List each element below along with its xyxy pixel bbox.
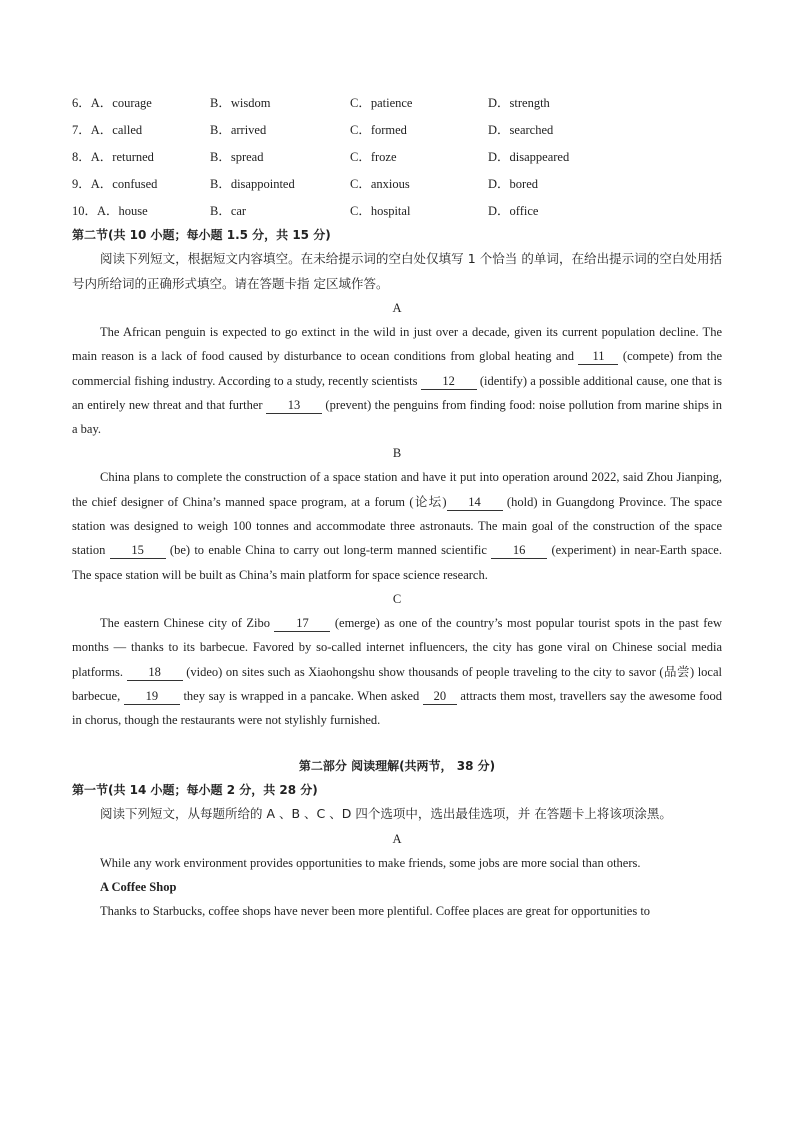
option-b: B．car	[210, 203, 247, 218]
option-row	[72, 115, 722, 142]
passage-text: (identify) a possible additional cause, one that is an entirely new threat and that further	[72, 373, 722, 412]
passage-text: (be) to enable China to carry out long-term manned scientific	[165, 543, 492, 558]
passage-label: B	[392, 446, 402, 461]
option-c: C．formed	[350, 122, 407, 137]
option-a: 10．A．house	[72, 203, 148, 218]
options-list	[72, 88, 722, 223]
passage-c	[72, 611, 722, 732]
option-a: 7．A．called	[72, 122, 143, 137]
passage-text: The African penguin is expected to go extinct in the wild in just over a decade, given its current population decline. The main reason is a lack of food caused by disturbance to ocean conditions from global heating and	[72, 325, 722, 364]
option-a: 8．A．returned	[72, 149, 154, 164]
option-c: C．froze	[350, 149, 397, 164]
blank-12: 12	[421, 374, 477, 390]
option-d: D．bored	[488, 176, 538, 191]
passage-text: (compete) from the commercial fishing industry. According to a study, recently scientists	[72, 349, 723, 388]
option-row	[72, 88, 722, 115]
passage-text: (emerge) as one of the country’s most popular tourist spots in the past few months — thanks to its barbecue. Favored by so-called internet influencers, the city has gone viral on Chinese social media platforms.	[72, 615, 722, 679]
exam-page	[72, 88, 722, 924]
passage-text: (video) on sites such as Xiaohongshu show thousands of people traveling to the city to savor (品尝) local barbecue,	[72, 664, 722, 703]
passage-text: China plans to complete the construction of a space station and have it put into operation around 2022, said Zhou Jianping, the chief designer of China’s manned space program, at a forum (论坛)	[72, 470, 722, 509]
section-heading: 第二节(共 10 小题；每小题 1.5 分，共 15 分)	[72, 228, 331, 242]
option-row	[72, 169, 722, 196]
passage-text: The eastern Chinese city of Zibo	[100, 615, 275, 630]
passage-text: they say is wrapped in a pancake. When asked	[179, 688, 423, 703]
passage-b	[72, 465, 722, 586]
option-c: C．hospital	[350, 203, 411, 218]
section-instruction: 阅读下列短文，从每题所给的 A 、B 、C 、D 四个选项中，选出最佳选项，并 在答题卡上将该项涂黑。	[100, 806, 672, 822]
passage-text: (experiment) in near-Earth space. The space station will be built as China’s main platform for space science research.	[72, 543, 722, 582]
blank-15: 15	[110, 543, 166, 559]
reading-intro: While any work environment provides opportunities to make friends, some jobs are more social than others.	[100, 855, 641, 870]
option-a: 9．A．confused	[72, 176, 158, 191]
part-heading: 第二部分 阅读理解(共两节， 38 分)	[298, 759, 496, 774]
reading-paragraph: Thanks to Starbucks, coffee shops have never been more plentiful. Coffee places are great for opportunities to	[100, 904, 651, 919]
blank-19: 19	[124, 689, 180, 705]
blank-13: 13	[266, 398, 322, 414]
passage-label: C	[392, 591, 402, 606]
passage-text: attracts them most, travellers say the awesome food in chorus, though the restaurants were not stylishly furnished.	[72, 688, 723, 728]
passage-text: (hold) in Guangdong Province. The space station was designed to weigh 100 tonnes and accommodate three astronauts. The main goal of the construction of the space station	[72, 494, 723, 558]
passage-label: A	[392, 301, 402, 315]
blank-14: 14	[447, 495, 503, 511]
option-a: 6．A．courage	[72, 95, 152, 110]
blank-18: 18	[127, 665, 183, 681]
option-d: D．searched	[488, 122, 554, 137]
option-b: B．wisdom	[210, 95, 271, 110]
option-row	[72, 142, 722, 169]
option-b: B．arrived	[210, 122, 267, 137]
option-d: D．disappeared	[488, 149, 570, 164]
passage-a	[72, 320, 722, 441]
passage-label: A	[392, 831, 402, 846]
blank-11: 11	[578, 349, 618, 365]
option-b: B．disappointed	[210, 176, 295, 191]
section-instruction: 阅读下列短文，根据短文内容填空。在未给提示词的空白处仅填写 1 个恰当 的单词，在给出提示词的空白处用括号内所给词的正确形式填空。请在答题卡指 定区域作答。	[72, 251, 722, 291]
blank-16: 16	[491, 543, 547, 559]
option-c: C．patience	[350, 95, 413, 110]
option-d: D．office	[488, 203, 539, 218]
blank-20: 20	[423, 689, 457, 705]
section-heading: 第一节(共 14 小题；每小题 2 分，共 28 分)	[72, 783, 318, 798]
option-b: B．spread	[210, 149, 264, 164]
blank-17: 17	[274, 616, 330, 632]
option-row	[72, 196, 722, 223]
option-c: C．anxious	[350, 176, 410, 191]
passage-text: (prevent) the penguins from finding food: noise pollution from marine ships in a bay.	[72, 397, 722, 437]
reading-subheading: A Coffee Shop	[100, 880, 177, 895]
option-d: D．strength	[488, 95, 550, 110]
